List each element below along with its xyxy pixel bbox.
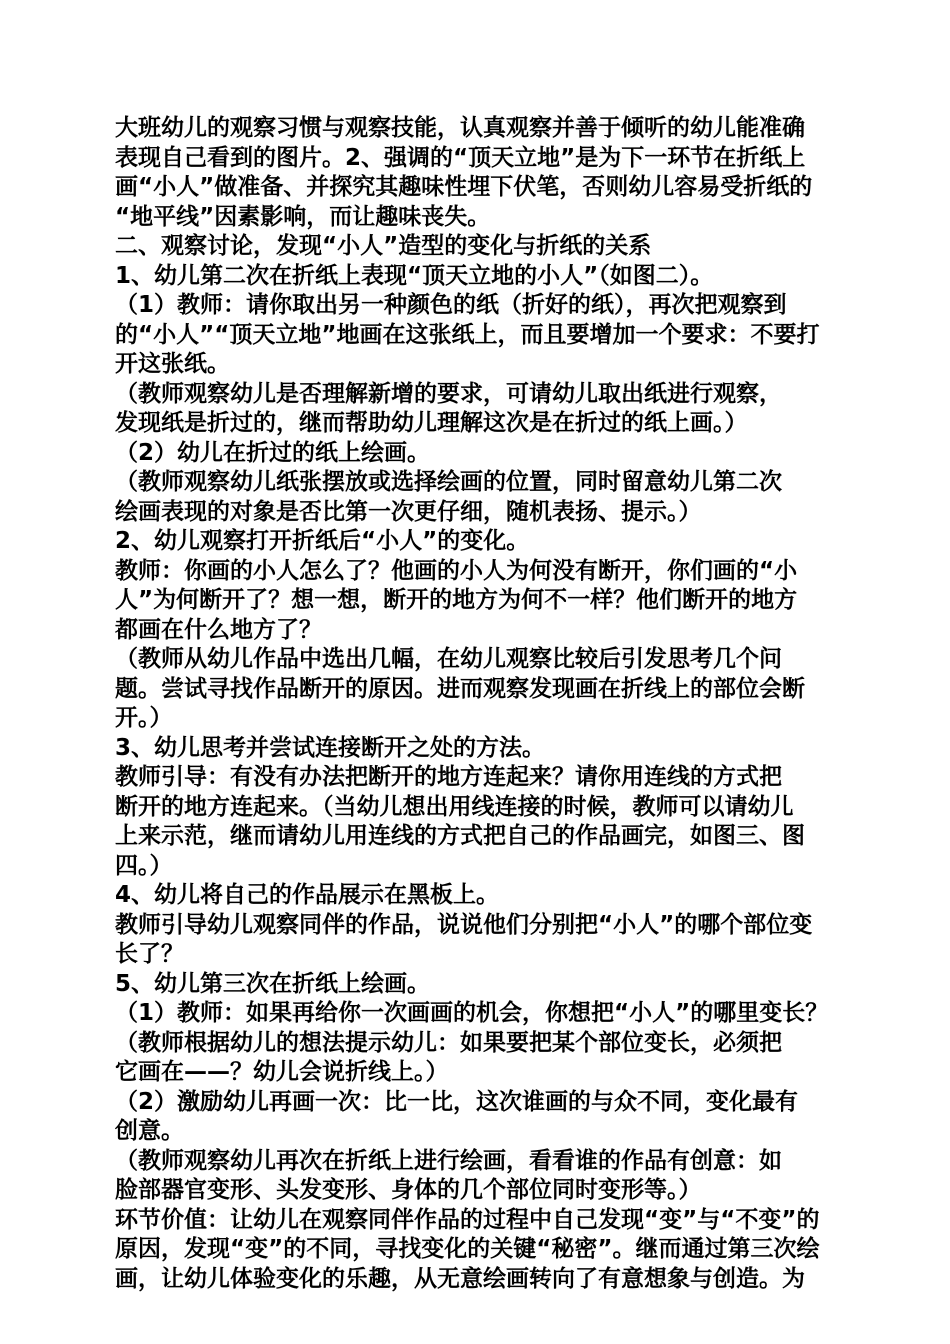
text-line: 1、幼儿第二次在折纸上表现“顶天立地的小人”（如图二）。 (115, 262, 714, 289)
text-line: 开。） (115, 705, 173, 731)
text-line: 2、幼儿观察打开折纸后“小人”的变化。 (115, 528, 530, 554)
text-line: 它画在——？幼儿会说折线上。） (115, 1059, 449, 1085)
text-line: （1）教师：如果再给你一次画画的机会，你想把“小人”的哪里变长？ (115, 1000, 829, 1026)
document-page (115, 114, 845, 1294)
text-line: 绘画表现的对象是否比第一次更仔细，随机表扬、提示。） (115, 498, 702, 525)
text-line: 开这张纸。 (115, 351, 230, 377)
text-line: 教师引导幼儿观察同伴的作品，说说他们分别把“小人”的哪个部位变 (115, 911, 813, 938)
text-line: （教师从幼儿作品中选出几幅，在幼儿观察比较后引发思考几个问 (115, 646, 782, 672)
text-line: 长了？ (115, 941, 184, 967)
text-line: （教师观察幼儿纸张摆放或选择绘画的位置，同时留意幼儿第二次 (115, 469, 782, 495)
text-line: 题。尝试寻找作品断开的原因。进而观察发现画在折线上的部位会断 (115, 675, 805, 702)
text-line: 3、幼儿思考并尝试连接断开之处的方法。 (115, 734, 546, 761)
text-line: 发现纸是折过的，继而帮助幼儿理解这次是在折过的纸上画。） (115, 410, 748, 436)
text-line: （教师观察幼儿是否理解新增的要求，可请幼儿取出纸进行观察， (115, 380, 782, 407)
text-line: 原因，发现“变”的不同，寻找变化的关键“秘密”。继而通过第三次绘 (115, 1236, 820, 1262)
text-line: （2）激励幼儿再画一次：比一比，这次谁画的与众不同，变化最有 (115, 1088, 799, 1115)
text-line: 上来示范，继而请幼儿用连线的方式把自己的作品画完，如图三、图 (115, 823, 805, 849)
text-line: 大班幼儿的观察习惯与观察技能，认真观察并善于倾听的幼儿能准确 (115, 115, 805, 141)
text-line: 都画在什么地方了？ (115, 616, 322, 643)
text-line: 四。） (115, 852, 173, 879)
text-line: 画“小人”做准备、并探究其趣味性埋下伏笔，否则幼儿容易受折纸的 (115, 174, 813, 200)
text-line: 创意。 (115, 1118, 184, 1144)
text-line: （教师根据幼儿的想法提示幼儿：如果要把某个部位变长，必须把 (115, 1029, 782, 1056)
text-line: 5、幼儿第三次在折纸上绘画。 (115, 970, 431, 997)
text-line: 教师引导：有没有办法把断开的地方连起来？请你用连线的方式把 (115, 764, 782, 790)
text-line: 表现自己看到的图片。2、强调的“顶天立地”是为下一环节在折纸上 (115, 144, 806, 171)
text-line: 的“小人”“顶天立地”地画在这张纸上，而且要增加一个要求：不要打 (115, 321, 820, 348)
text-line: 环节价值：让幼儿在观察同伴作品的过程中自己发现“变”与“不变”的 (115, 1206, 820, 1233)
text-line: （2）幼儿在折过的纸上绘画。 (115, 439, 431, 466)
text-line: 脸部器官变形、头发变形、身体的几个部位同时变形等。） (115, 1177, 702, 1203)
section-heading: 二、观察讨论，发现“小人”造型的变化与折纸的关系 (115, 233, 652, 259)
text-line: 教师：你画的小人怎么了？他画的小人为何没有断开，你们画的“小 (115, 557, 798, 584)
text-line: （教师观察幼儿再次在折纸上进行绘画，看看谁的作品有创意：如 (115, 1147, 782, 1174)
text-line: 画，让幼儿体验变化的乐趣，从无意绘画转向了有意想象与创造。为 (115, 1265, 805, 1292)
text-line: 4、幼儿将自己的作品展示在黑板上。 (115, 882, 500, 908)
text-line: 断开的地方连起来。（当幼儿想出用线连接的时候，教师可以请幼儿 (115, 793, 794, 820)
text-line: 人”为何断开了？想一想，断开的地方为何不一样？他们断开的地方 (115, 587, 798, 613)
text-line: “地平线”因素影响，而让趣味丧失。 (115, 203, 491, 230)
text-line: （1）教师：请你取出另一种颜色的纸（折好的纸），再次把观察到 (115, 292, 787, 318)
